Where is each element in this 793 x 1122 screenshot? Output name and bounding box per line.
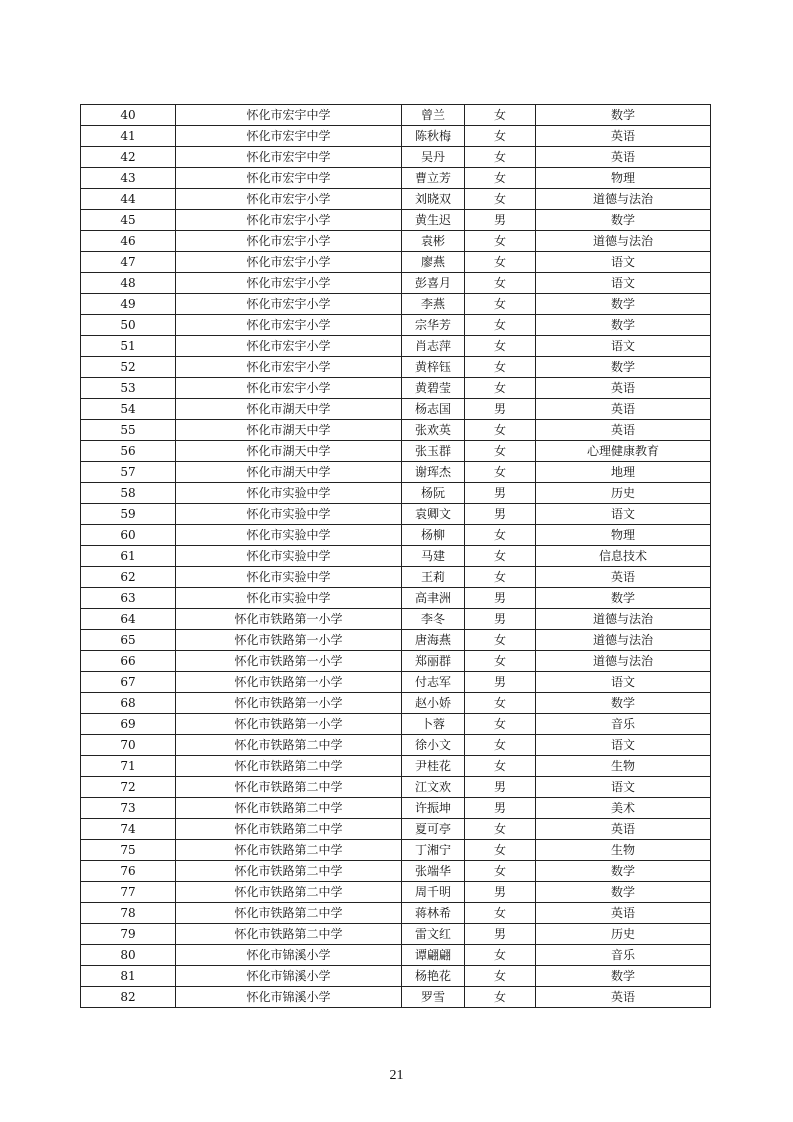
teacher-name-cell: 马建 [402,546,465,567]
row-number-cell: 79 [81,924,176,945]
teacher-name-cell: 张端华 [402,861,465,882]
subject-cell: 道德与法治 [536,651,711,672]
row-number-cell: 77 [81,882,176,903]
school-name-cell: 怀化市铁路第二中学 [176,777,402,798]
teacher-name-cell: 蒋林希 [402,903,465,924]
subject-cell: 道德与法治 [536,189,711,210]
subject-cell: 英语 [536,147,711,168]
gender-cell: 女 [465,252,536,273]
school-name-cell: 怀化市宏宇小学 [176,357,402,378]
row-number-cell: 66 [81,651,176,672]
row-number-cell: 62 [81,567,176,588]
school-name-cell: 怀化市铁路第二中学 [176,798,402,819]
table-row [81,819,711,840]
teacher-name-cell: 张玉群 [402,441,465,462]
row-number-cell: 68 [81,693,176,714]
gender-cell: 女 [465,294,536,315]
row-number-cell: 65 [81,630,176,651]
teacher-name-cell: 张欢英 [402,420,465,441]
teacher-name-cell: 郑丽群 [402,651,465,672]
table-row [81,546,711,567]
teacher-name-cell: 曹立芳 [402,168,465,189]
gender-cell: 男 [465,777,536,798]
school-name-cell: 怀化市实验中学 [176,588,402,609]
gender-cell: 男 [465,609,536,630]
gender-cell: 女 [465,420,536,441]
subject-cell: 数学 [536,882,711,903]
school-name-cell: 怀化市宏宇中学 [176,168,402,189]
school-name-cell: 怀化市铁路第二中学 [176,735,402,756]
school-name-cell: 怀化市铁路第一小学 [176,693,402,714]
gender-cell: 女 [465,147,536,168]
school-name-cell: 怀化市湖天中学 [176,441,402,462]
table-row [81,231,711,252]
table-row [81,924,711,945]
school-name-cell: 怀化市宏宇小学 [176,210,402,231]
gender-cell: 女 [465,441,536,462]
school-name-cell: 怀化市宏宇小学 [176,231,402,252]
gender-cell: 女 [465,546,536,567]
row-number-cell: 67 [81,672,176,693]
teacher-name-cell: 曾兰 [402,105,465,126]
school-name-cell: 怀化市铁路第一小学 [176,651,402,672]
school-name-cell: 怀化市宏宇小学 [176,336,402,357]
row-number-cell: 74 [81,819,176,840]
school-name-cell: 怀化市宏宇中学 [176,147,402,168]
row-number-cell: 58 [81,483,176,504]
subject-cell: 英语 [536,420,711,441]
school-name-cell: 怀化市宏宇中学 [176,126,402,147]
table-row [81,315,711,336]
table-row [81,735,711,756]
gender-cell: 女 [465,336,536,357]
subject-cell: 生物 [536,840,711,861]
table-row [81,987,711,1008]
teacher-name-cell: 江文欢 [402,777,465,798]
teacher-name-cell: 宗华芳 [402,315,465,336]
school-name-cell: 怀化市实验中学 [176,504,402,525]
table-row [81,441,711,462]
subject-cell: 英语 [536,987,711,1008]
gender-cell: 男 [465,672,536,693]
subject-cell: 数学 [536,693,711,714]
school-name-cell: 怀化市实验中学 [176,525,402,546]
subject-cell: 英语 [536,819,711,840]
table-row [81,777,711,798]
school-name-cell: 怀化市锦溪小学 [176,987,402,1008]
row-number-cell: 55 [81,420,176,441]
school-name-cell: 怀化市宏宇小学 [176,294,402,315]
subject-cell: 语文 [536,336,711,357]
gender-cell: 女 [465,987,536,1008]
gender-cell: 女 [465,315,536,336]
teacher-name-cell: 杨阮 [402,483,465,504]
table-row [81,357,711,378]
teacher-name-cell: 袁卿文 [402,504,465,525]
teacher-name-cell: 许振坤 [402,798,465,819]
teacher-name-cell: 李燕 [402,294,465,315]
school-name-cell: 怀化市铁路第二中学 [176,903,402,924]
school-name-cell: 怀化市实验中学 [176,483,402,504]
row-number-cell: 47 [81,252,176,273]
subject-cell: 语文 [536,735,711,756]
gender-cell: 女 [465,714,536,735]
subject-cell: 道德与法治 [536,630,711,651]
teacher-name-cell: 杨柳 [402,525,465,546]
row-number-cell: 70 [81,735,176,756]
row-number-cell: 43 [81,168,176,189]
row-number-cell: 49 [81,294,176,315]
table-row [81,798,711,819]
row-number-cell: 48 [81,273,176,294]
school-name-cell: 怀化市铁路第二中学 [176,756,402,777]
table-row [81,672,711,693]
table-row [81,462,711,483]
teacher-name-cell: 赵小娇 [402,693,465,714]
teacher-name-cell: 王莉 [402,567,465,588]
school-name-cell: 怀化市锦溪小学 [176,945,402,966]
gender-cell: 女 [465,378,536,399]
table-row [81,714,711,735]
school-name-cell: 怀化市宏宇小学 [176,189,402,210]
teacher-name-cell: 高聿洲 [402,588,465,609]
school-name-cell: 怀化市湖天中学 [176,462,402,483]
table-row [81,588,711,609]
row-number-cell: 76 [81,861,176,882]
teacher-name-cell: 吴丹 [402,147,465,168]
school-name-cell: 怀化市宏宇中学 [176,105,402,126]
subject-cell: 语文 [536,273,711,294]
subject-cell: 英语 [536,378,711,399]
row-number-cell: 52 [81,357,176,378]
teacher-name-cell: 李冬 [402,609,465,630]
gender-cell: 男 [465,882,536,903]
table-row [81,966,711,987]
school-name-cell: 怀化市实验中学 [176,567,402,588]
table-row [81,210,711,231]
subject-cell: 英语 [536,567,711,588]
subject-cell: 英语 [536,399,711,420]
row-number-cell: 57 [81,462,176,483]
subject-cell: 物理 [536,525,711,546]
school-name-cell: 怀化市铁路第二中学 [176,819,402,840]
table-row [81,882,711,903]
table-row [81,945,711,966]
subject-cell: 道德与法治 [536,609,711,630]
row-number-cell: 44 [81,189,176,210]
gender-cell: 女 [465,567,536,588]
subject-cell: 音乐 [536,714,711,735]
subject-cell: 道德与法治 [536,231,711,252]
row-number-cell: 56 [81,441,176,462]
gender-cell: 男 [465,588,536,609]
gender-cell: 男 [465,924,536,945]
school-name-cell: 怀化市宏宇小学 [176,378,402,399]
teacher-name-cell: 谢珲杰 [402,462,465,483]
row-number-cell: 69 [81,714,176,735]
row-number-cell: 80 [81,945,176,966]
row-number-cell: 59 [81,504,176,525]
row-number-cell: 53 [81,378,176,399]
row-number-cell: 50 [81,315,176,336]
teacher-name-cell: 黄碧莹 [402,378,465,399]
row-number-cell: 75 [81,840,176,861]
subject-cell: 心理健康教育 [536,441,711,462]
gender-cell: 男 [465,399,536,420]
table-row [81,840,711,861]
gender-cell: 女 [465,462,536,483]
gender-cell: 女 [465,126,536,147]
teacher-name-cell: 黄梓钰 [402,357,465,378]
school-name-cell: 怀化市宏宇小学 [176,252,402,273]
school-name-cell: 怀化市铁路第一小学 [176,609,402,630]
row-number-cell: 63 [81,588,176,609]
teacher-name-cell: 唐海燕 [402,630,465,651]
gender-cell: 女 [465,861,536,882]
subject-cell: 数学 [536,105,711,126]
school-name-cell: 怀化市湖天中学 [176,420,402,441]
teacher-name-cell: 徐小文 [402,735,465,756]
school-name-cell: 怀化市铁路第二中学 [176,924,402,945]
gender-cell: 女 [465,525,536,546]
table-row [81,147,711,168]
table-row [81,378,711,399]
gender-cell: 女 [465,693,536,714]
gender-cell: 女 [465,966,536,987]
gender-cell: 女 [465,168,536,189]
subject-cell: 生物 [536,756,711,777]
teacher-name-cell: 彭喜月 [402,273,465,294]
teacher-name-cell: 尹桂花 [402,756,465,777]
gender-cell: 女 [465,105,536,126]
subject-cell: 英语 [536,903,711,924]
roster-table-body [81,105,711,1008]
school-name-cell: 怀化市实验中学 [176,546,402,567]
teacher-name-cell: 卜蓉 [402,714,465,735]
subject-cell: 数学 [536,966,711,987]
row-number-cell: 71 [81,756,176,777]
row-number-cell: 46 [81,231,176,252]
subject-cell: 数学 [536,861,711,882]
school-name-cell: 怀化市锦溪小学 [176,966,402,987]
row-number-cell: 64 [81,609,176,630]
table-row [81,336,711,357]
school-name-cell: 怀化市铁路第二中学 [176,840,402,861]
teacher-name-cell: 谭翩翩 [402,945,465,966]
school-name-cell: 怀化市铁路第二中学 [176,861,402,882]
row-number-cell: 45 [81,210,176,231]
teacher-name-cell: 夏可亭 [402,819,465,840]
table-row [81,252,711,273]
row-number-cell: 60 [81,525,176,546]
teacher-name-cell: 丁湘宁 [402,840,465,861]
subject-cell: 数学 [536,588,711,609]
school-name-cell: 怀化市铁路第一小学 [176,672,402,693]
subject-cell: 数学 [536,357,711,378]
subject-cell: 数学 [536,210,711,231]
teacher-name-cell: 罗雪 [402,987,465,1008]
table-row [81,651,711,672]
table-row [81,294,711,315]
table-row [81,504,711,525]
school-name-cell: 怀化市宏宇小学 [176,315,402,336]
table-row [81,861,711,882]
table-row [81,483,711,504]
school-name-cell: 怀化市铁路第二中学 [176,882,402,903]
gender-cell: 女 [465,945,536,966]
table-row [81,756,711,777]
teacher-name-cell: 杨志国 [402,399,465,420]
teacher-name-cell: 杨艳花 [402,966,465,987]
teacher-name-cell: 黄生迟 [402,210,465,231]
school-name-cell: 怀化市宏宇小学 [176,273,402,294]
table-row [81,273,711,294]
teacher-name-cell: 袁彬 [402,231,465,252]
gender-cell: 女 [465,735,536,756]
gender-cell: 女 [465,840,536,861]
row-number-cell: 81 [81,966,176,987]
subject-cell: 历史 [536,924,711,945]
gender-cell: 男 [465,798,536,819]
roster-table [80,104,711,1008]
row-number-cell: 72 [81,777,176,798]
school-name-cell: 怀化市铁路第一小学 [176,630,402,651]
subject-cell: 数学 [536,294,711,315]
school-name-cell: 怀化市铁路第一小学 [176,714,402,735]
table-row [81,903,711,924]
table-row [81,609,711,630]
gender-cell: 女 [465,273,536,294]
table-row [81,168,711,189]
row-number-cell: 73 [81,798,176,819]
gender-cell: 男 [465,504,536,525]
row-number-cell: 41 [81,126,176,147]
gender-cell: 女 [465,231,536,252]
row-number-cell: 61 [81,546,176,567]
teacher-name-cell: 周千明 [402,882,465,903]
teacher-name-cell: 陈秋梅 [402,126,465,147]
subject-cell: 物理 [536,168,711,189]
subject-cell: 语文 [536,672,711,693]
gender-cell: 女 [465,651,536,672]
subject-cell: 信息技术 [536,546,711,567]
gender-cell: 男 [465,483,536,504]
subject-cell: 英语 [536,126,711,147]
gender-cell: 女 [465,189,536,210]
subject-cell: 美术 [536,798,711,819]
teacher-name-cell: 雷文红 [402,924,465,945]
table-row [81,105,711,126]
subject-cell: 历史 [536,483,711,504]
gender-cell: 女 [465,630,536,651]
table-row [81,420,711,441]
table-row [81,399,711,420]
gender-cell: 女 [465,819,536,840]
teacher-name-cell: 廖燕 [402,252,465,273]
row-number-cell: 51 [81,336,176,357]
gender-cell: 女 [465,357,536,378]
table-row [81,630,711,651]
table-row [81,525,711,546]
row-number-cell: 42 [81,147,176,168]
teacher-name-cell: 付志军 [402,672,465,693]
gender-cell: 女 [465,903,536,924]
gender-cell: 男 [465,210,536,231]
table-row [81,126,711,147]
teacher-name-cell: 肖志萍 [402,336,465,357]
subject-cell: 数学 [536,315,711,336]
subject-cell: 语文 [536,504,711,525]
subject-cell: 语文 [536,252,711,273]
school-name-cell: 怀化市湖天中学 [176,399,402,420]
teacher-name-cell: 刘晓双 [402,189,465,210]
gender-cell: 女 [465,756,536,777]
row-number-cell: 54 [81,399,176,420]
subject-cell: 音乐 [536,945,711,966]
subject-cell: 地理 [536,462,711,483]
subject-cell: 语文 [536,777,711,798]
table-row [81,567,711,588]
row-number-cell: 82 [81,987,176,1008]
row-number-cell: 78 [81,903,176,924]
table-row [81,189,711,210]
page-number: 21 [389,1068,404,1083]
row-number-cell: 40 [81,105,176,126]
table-row [81,693,711,714]
